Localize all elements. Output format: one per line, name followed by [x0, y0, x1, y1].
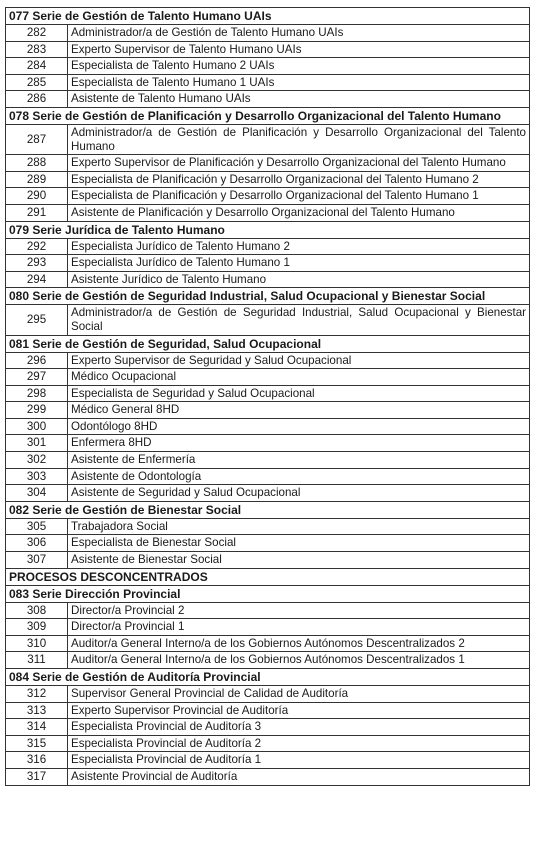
table-row [6, 58, 530, 75]
position-title: Asistente de Enfermería [68, 452, 530, 469]
position-title: Asistente de Bienestar Social [68, 552, 530, 569]
position-number: 284 [6, 58, 68, 75]
table-row [6, 635, 530, 652]
position-number: 312 [6, 686, 68, 703]
position-title: Asistente Provincial de Auditoría [68, 768, 530, 785]
position-number: 291 [6, 204, 68, 221]
table-row [6, 602, 530, 619]
position-number: 287 [6, 124, 68, 154]
position-number: 289 [6, 171, 68, 188]
position-number: 286 [6, 91, 68, 108]
position-number: 305 [6, 518, 68, 535]
position-title: Especialista de Planificación y Desarrollo Organizacional del Talento Humano 1 [68, 188, 530, 205]
position-title: Odontólogo 8HD [68, 418, 530, 435]
position-number: 306 [6, 535, 68, 552]
document-page [5, 7, 529, 786]
position-number: 302 [6, 452, 68, 469]
table-row [6, 535, 530, 552]
position-title: Médico General 8HD [68, 402, 530, 419]
table-row [6, 25, 530, 42]
table-row [6, 468, 530, 485]
table-row [6, 452, 530, 469]
section-header: PROCESOS DESCONCENTRADOS [6, 568, 530, 585]
position-number: 316 [6, 752, 68, 769]
section-header-row [6, 288, 530, 305]
position-title: Auditor/a General Interno/a de los Gobiernos Autónomos Descentralizados 2 [68, 635, 530, 652]
position-number: 282 [6, 25, 68, 42]
job-classification-table [5, 7, 530, 786]
section-header: 077 Serie de Gestión de Talento Humano UAIs [6, 8, 530, 25]
table-row [6, 155, 530, 172]
position-number: 285 [6, 74, 68, 91]
position-title: Especialista de Seguridad y Salud Ocupacional [68, 385, 530, 402]
position-title: Asistente de Talento Humano UAIs [68, 91, 530, 108]
position-title: Trabajadora Social [68, 518, 530, 535]
position-number: 283 [6, 41, 68, 58]
position-title: Especialista de Talento Humano 1 UAIs [68, 74, 530, 91]
section-header-row [6, 501, 530, 518]
position-number: 317 [6, 768, 68, 785]
position-title: Director/a Provincial 1 [68, 619, 530, 636]
table-row [6, 768, 530, 785]
position-number: 299 [6, 402, 68, 419]
table-row [6, 485, 530, 502]
position-title: Experto Supervisor de Talento Humano UAIs [68, 41, 530, 58]
position-number: 297 [6, 369, 68, 386]
table-row [6, 402, 530, 419]
section-header: 079 Serie Jurídica de Talento Humano [6, 221, 530, 238]
position-number: 290 [6, 188, 68, 205]
table-row [6, 171, 530, 188]
table-row [6, 204, 530, 221]
table-row [6, 418, 530, 435]
position-title: Especialista Provincial de Auditoría 2 [68, 735, 530, 752]
table-row [6, 369, 530, 386]
section-header-row [6, 585, 530, 602]
position-title: Enfermera 8HD [68, 435, 530, 452]
section-header-row [6, 669, 530, 686]
position-title: Auditor/a General Interno/a de los Gobiernos Autónomos Descentralizados 1 [68, 652, 530, 669]
section-header-row [6, 107, 530, 124]
section-header-row [6, 568, 530, 585]
table-row [6, 91, 530, 108]
position-title: Médico Ocupacional [68, 369, 530, 386]
position-title: Asistente de Planificación y Desarrollo Organizacional del Talento Humano [68, 204, 530, 221]
position-title: Asistente Jurídico de Talento Humano [68, 271, 530, 288]
table-row [6, 238, 530, 255]
position-number: 296 [6, 352, 68, 369]
table-row [6, 271, 530, 288]
table-row [6, 752, 530, 769]
table-row [6, 124, 530, 154]
table-row [6, 41, 530, 58]
position-title: Especialista Jurídico de Talento Humano 2 [68, 238, 530, 255]
position-number: 292 [6, 238, 68, 255]
position-number: 314 [6, 719, 68, 736]
position-title: Especialista de Planificación y Desarrollo Organizacional del Talento Humano 2 [68, 171, 530, 188]
table-row [6, 255, 530, 272]
position-title: Director/a Provincial 2 [68, 602, 530, 619]
position-number: 307 [6, 552, 68, 569]
table-row [6, 188, 530, 205]
table-row [6, 686, 530, 703]
table-row [6, 552, 530, 569]
table-row [6, 619, 530, 636]
section-header-row [6, 221, 530, 238]
position-number: 308 [6, 602, 68, 619]
table-row [6, 305, 530, 335]
position-number: 309 [6, 619, 68, 636]
section-header: 083 Serie Dirección Provincial [6, 585, 530, 602]
position-title: Especialista de Bienestar Social [68, 535, 530, 552]
table-row [6, 735, 530, 752]
position-number: 294 [6, 271, 68, 288]
position-number: 295 [6, 305, 68, 335]
position-title: Especialista Jurídico de Talento Humano 1 [68, 255, 530, 272]
position-title: Experto Supervisor de Planificación y Desarrollo Organizacional del Talento Humano [68, 155, 530, 172]
position-number: 298 [6, 385, 68, 402]
table-row [6, 719, 530, 736]
table-row [6, 702, 530, 719]
position-number: 313 [6, 702, 68, 719]
section-header: 080 Serie de Gestión de Seguridad Industrial, Salud Ocupacional y Bienestar Social [6, 288, 530, 305]
position-title: Especialista Provincial de Auditoría 1 [68, 752, 530, 769]
table-row [6, 74, 530, 91]
section-header-row [6, 335, 530, 352]
position-title: Asistente de Seguridad y Salud Ocupacional [68, 485, 530, 502]
section-header: 082 Serie de Gestión de Bienestar Social [6, 501, 530, 518]
position-title: Asistente de Odontología [68, 468, 530, 485]
position-title: Especialista Provincial de Auditoría 3 [68, 719, 530, 736]
section-header: 084 Serie de Gestión de Auditoría Provincial [6, 669, 530, 686]
section-header: 081 Serie de Gestión de Seguridad, Salud Ocupacional [6, 335, 530, 352]
position-number: 310 [6, 635, 68, 652]
position-title: Administrador/a de Gestión de Seguridad Industrial, Salud Ocupacional y Bienestar Social [68, 305, 530, 335]
position-title: Experto Supervisor Provincial de Auditoría [68, 702, 530, 719]
position-title: Experto Supervisor de Seguridad y Salud Ocupacional [68, 352, 530, 369]
position-number: 300 [6, 418, 68, 435]
position-title: Especialista de Talento Humano 2 UAIs [68, 58, 530, 75]
position-number: 315 [6, 735, 68, 752]
table-row [6, 385, 530, 402]
position-number: 311 [6, 652, 68, 669]
position-number: 288 [6, 155, 68, 172]
position-number: 293 [6, 255, 68, 272]
table-row [6, 435, 530, 452]
position-number: 301 [6, 435, 68, 452]
section-header: 078 Serie de Gestión de Planificación y Desarrollo Organizacional del Talento Humano [6, 107, 530, 124]
table-row [6, 352, 530, 369]
position-title: Administrador/a de Gestión de Planificación y Desarrollo Organizacional del Talento Humano [68, 124, 530, 154]
table-row [6, 518, 530, 535]
position-title: Supervisor General Provincial de Calidad de Auditoría [68, 686, 530, 703]
position-title: Administrador/a de Gestión de Talento Humano UAIs [68, 25, 530, 42]
table-row [6, 652, 530, 669]
table-body [6, 8, 530, 786]
position-number: 303 [6, 468, 68, 485]
position-number: 304 [6, 485, 68, 502]
section-header-row [6, 8, 530, 25]
